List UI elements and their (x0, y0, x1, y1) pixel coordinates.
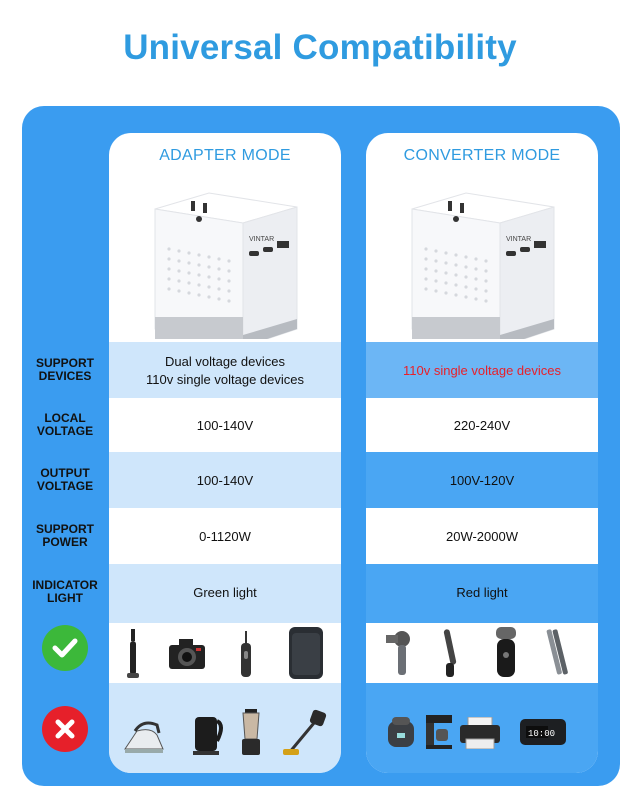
electric-kettle-icon (193, 711, 225, 760)
converter-output-voltage: 100V-120V (366, 452, 598, 508)
svg-text:VINTAR: VINTAR (249, 236, 275, 243)
converter-mode-header: CONVERTER MODE (403, 147, 561, 164)
row-label-output-voltage: OUTPUT VOLTAGE (36, 466, 94, 493)
clock-speaker-icon (520, 719, 566, 750)
adapter-support-power: 0-1120W (109, 508, 341, 564)
rice-cooker-icon (386, 717, 416, 754)
converter-local-voltage: 220-240V (366, 398, 598, 452)
check-icon (42, 625, 88, 671)
row-label-local-voltage: LOCAL VOLTAGE (36, 411, 94, 438)
blender-icon (239, 709, 263, 762)
coffee-maker-icon (426, 715, 452, 754)
adapter-support-devices: Dual voltage devices 110v single voltage devices (109, 342, 341, 398)
adapter-output-voltage: 100-140V (109, 452, 341, 508)
electric-shaver-icon (494, 627, 518, 684)
row-label-support-power: SUPPORT POWER (35, 522, 94, 549)
adapter-mode-header: ADAPTER MODE (159, 147, 291, 164)
adapter-local-voltage: 100-140V (109, 398, 341, 452)
converter-indicator-light: Red light (366, 564, 598, 620)
smart-speaker-icon (289, 627, 323, 684)
steam-iron-icon (123, 719, 167, 760)
row-label-indicator-light: INDICATOR LIGHT (32, 578, 98, 605)
vacuum-cleaner-icon (281, 709, 329, 762)
converter-mode-column (366, 133, 598, 773)
water-flosser-icon (239, 631, 253, 684)
page-title: Universal Compatibility (123, 28, 517, 67)
camera-icon (169, 639, 205, 674)
printer-icon (460, 717, 500, 754)
svg-text:10:00: 10:00 (528, 729, 556, 739)
svg-text:VINTAR: VINTAR (506, 236, 532, 243)
adapter-indicator-light: Green light (109, 564, 341, 620)
row-label-support-devices: SUPPORT DEVICES (35, 356, 94, 383)
converter-compatible-devices (366, 623, 598, 683)
electric-toothbrush-icon (127, 629, 139, 684)
converter-incompatible-devices (366, 703, 598, 763)
converter-product-image (366, 179, 598, 339)
adapter-incompatible-devices (109, 703, 341, 763)
converter-support-devices: 110v single voltage devices (366, 342, 598, 398)
curling-iron-icon (440, 629, 460, 684)
hair-straightener-icon (546, 629, 570, 684)
converter-support-power: 20W-2000W (366, 508, 598, 564)
adapter-compatible-devices (109, 623, 341, 683)
adapter-product-image (109, 179, 341, 339)
hair-dryer-icon (386, 631, 416, 682)
adapter-mode-column (109, 133, 341, 773)
cross-icon (42, 706, 88, 752)
